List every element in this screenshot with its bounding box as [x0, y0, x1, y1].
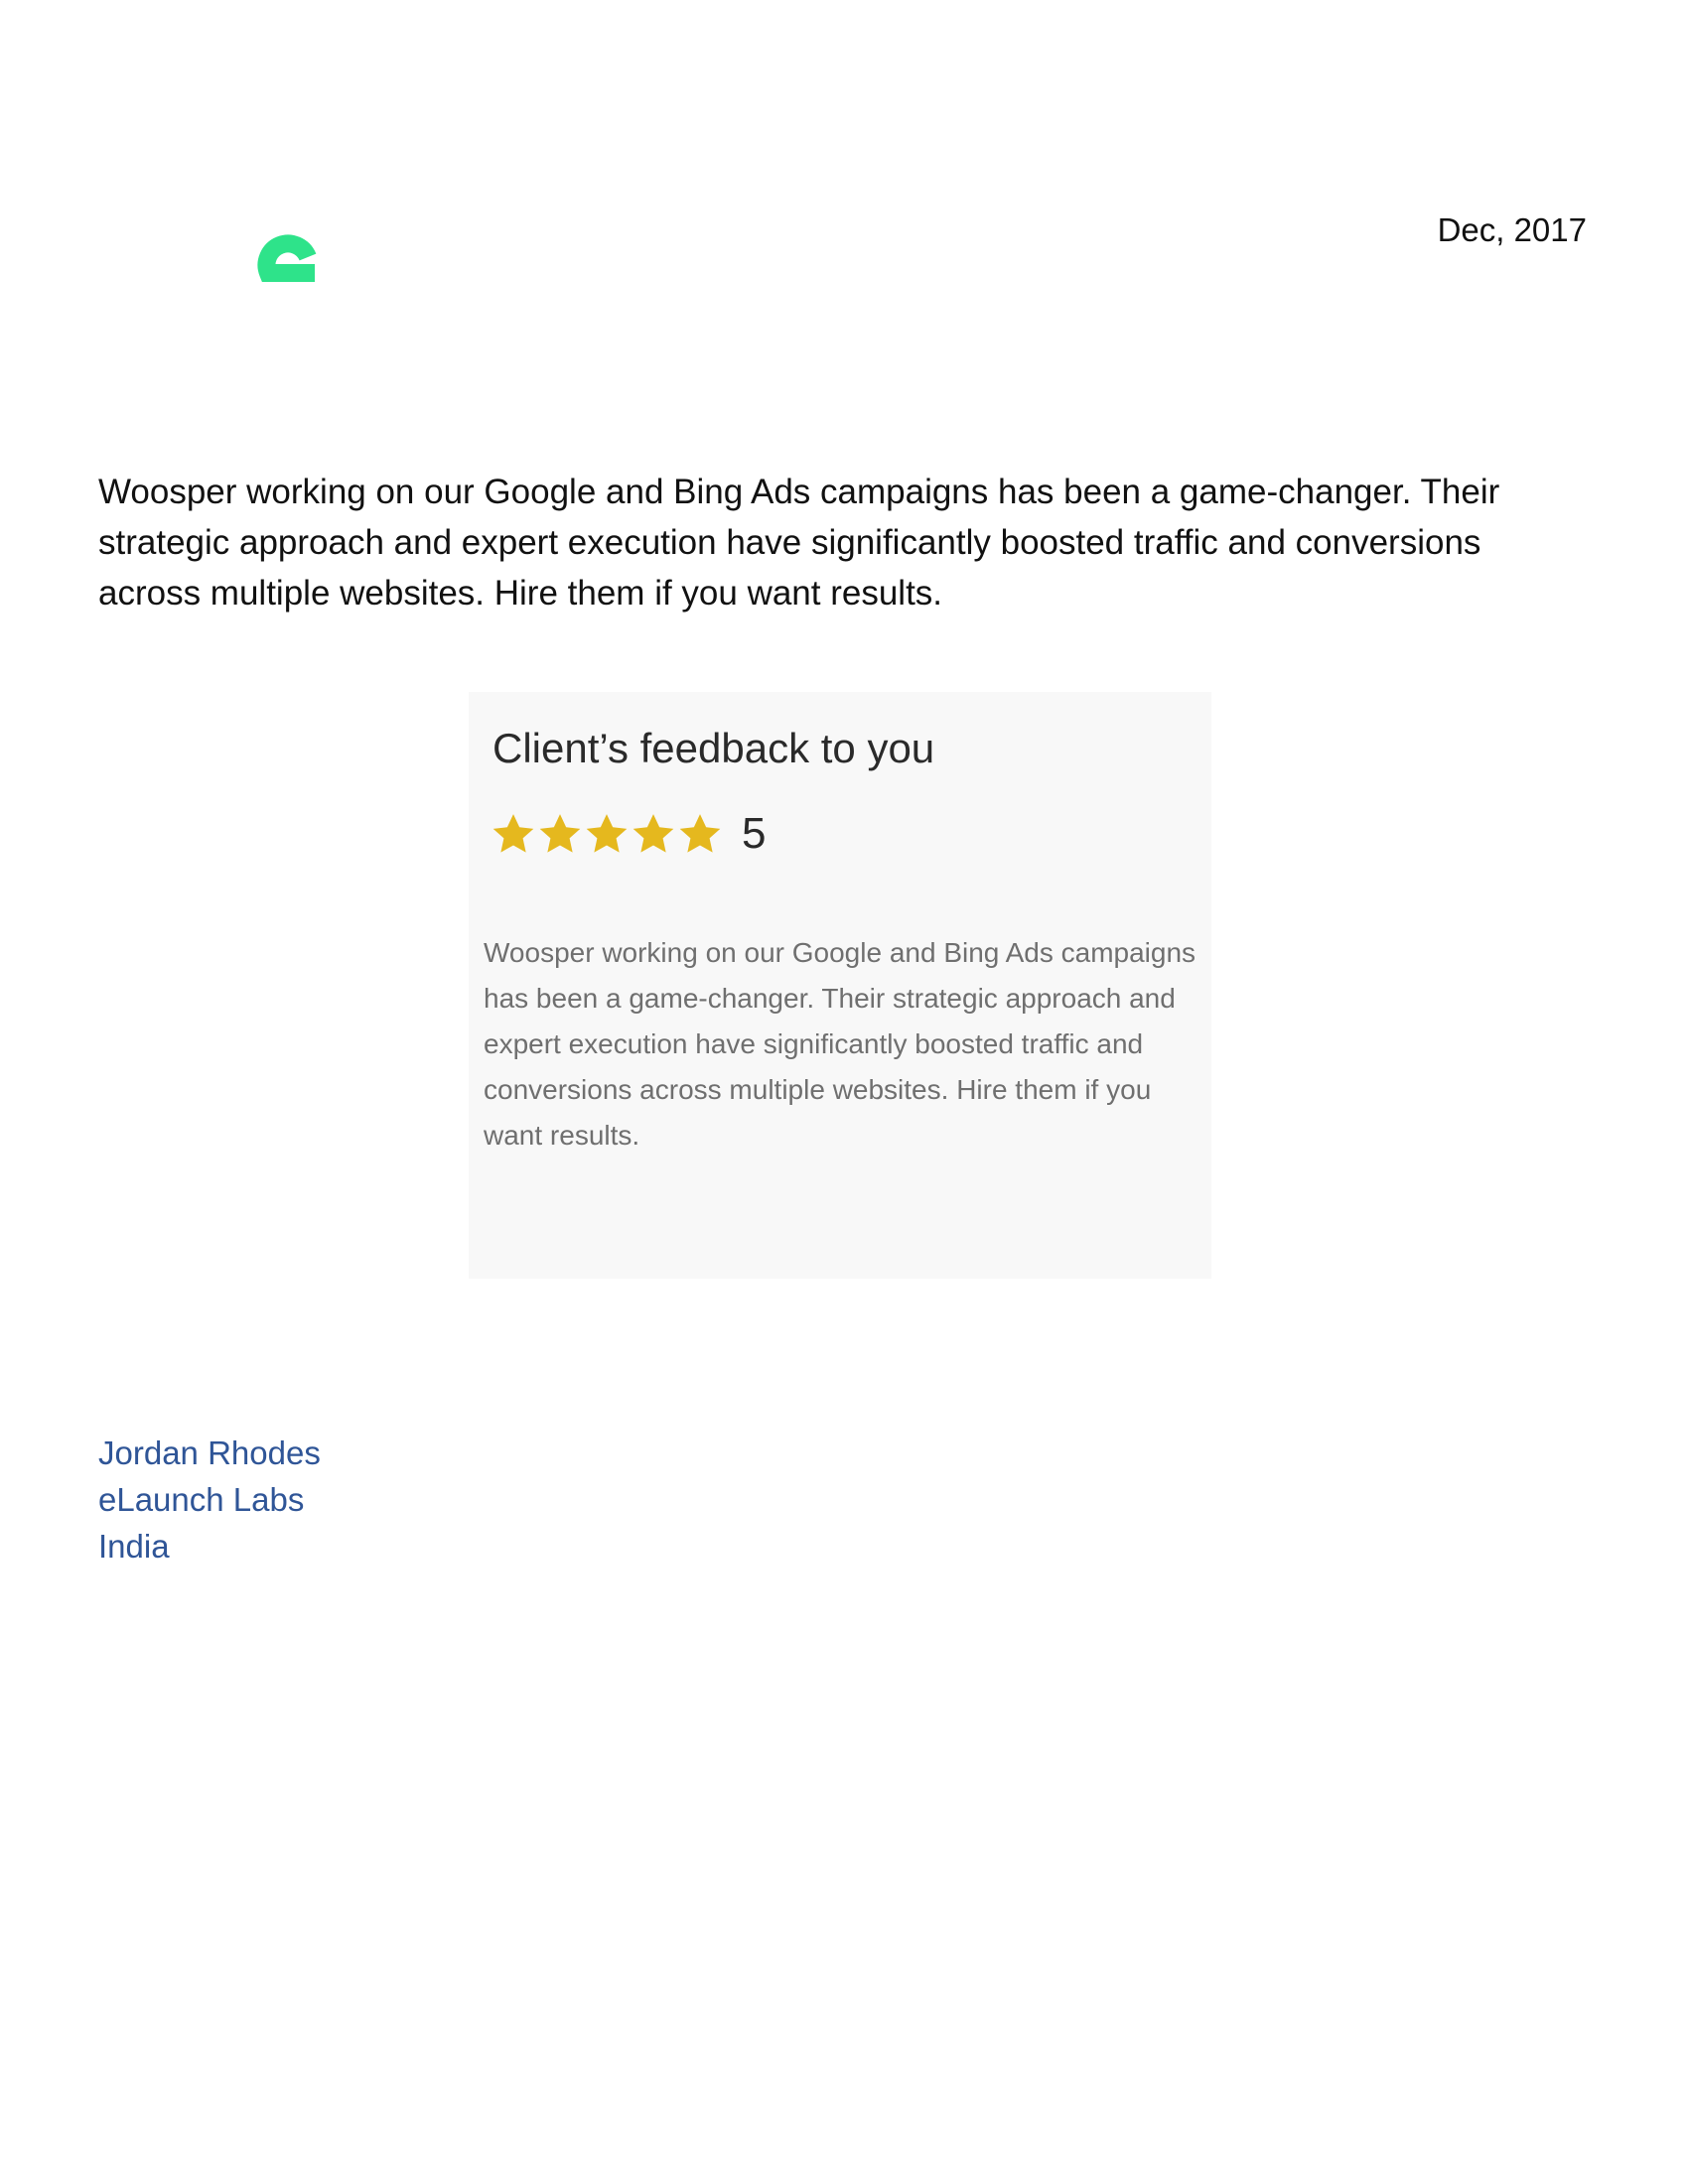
company-logo-icon	[242, 223, 334, 323]
rating-value: 5	[742, 809, 767, 858]
signer-company: eLaunch Labs	[98, 1481, 305, 1518]
feedback-title: Client’s feedback to you	[492, 725, 935, 771]
intro-paragraph: Woosper working on our Google and Bing Ads campaigns has been a game-changer. Their strategic approach and expert execution have significantly boosted traffic and conversions across multiple websites. Hire them if you want results.	[98, 473, 1500, 613]
star-rating	[491, 811, 724, 857]
signer-country: India	[98, 1528, 170, 1565]
star-icon	[537, 811, 583, 857]
star-icon	[631, 811, 676, 857]
star-icon	[491, 811, 536, 857]
star-icon	[677, 811, 723, 857]
feedback-text: Woosper working on our Google and Bing Ads campaigns has been a game-changer. Their strategic approach and expert execution have significantly boosted traffic and conversions across multiple websites. Hire them if you want results.	[484, 937, 1196, 1151]
letter-date: Dec, 2017	[1437, 211, 1587, 248]
star-icon	[584, 811, 630, 857]
client-feedback-card	[469, 692, 1211, 1279]
rating-row	[491, 809, 766, 859]
signer-name: Jordan Rhodes	[98, 1434, 321, 1471]
signature-block	[98, 1430, 321, 1570]
